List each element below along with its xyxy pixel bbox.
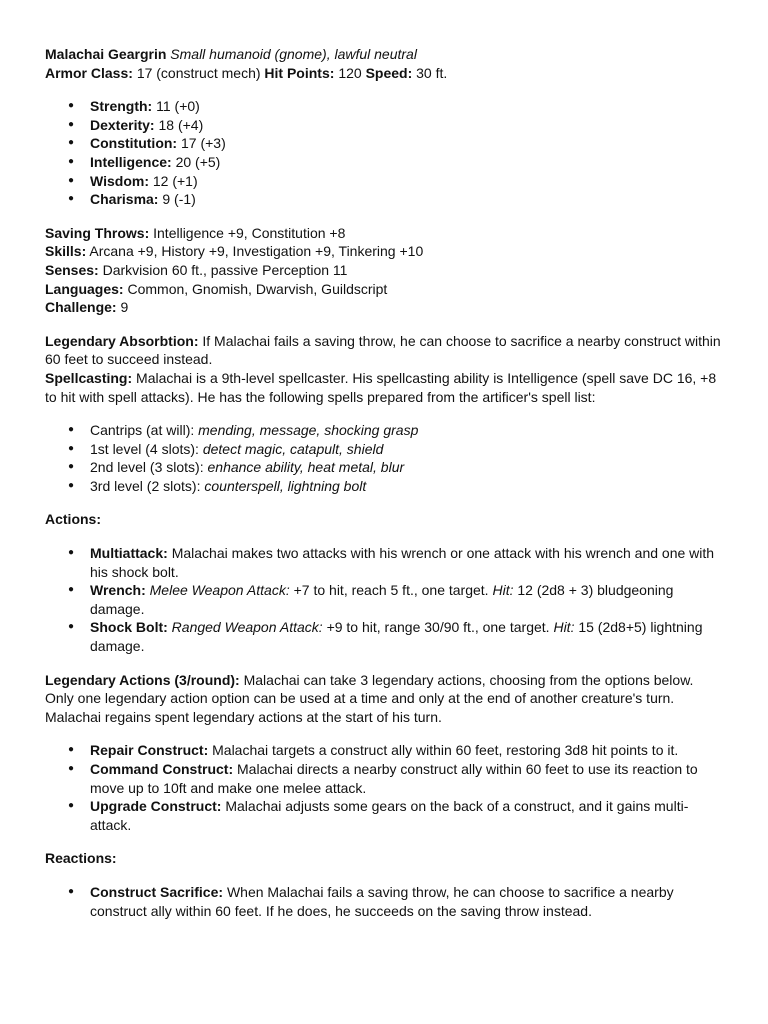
ability-label: Strength: <box>90 98 153 115</box>
spell-names: detect magic, catapult, shield <box>202 440 384 457</box>
ability-intelligence <box>45 153 724 172</box>
spell-level: 2nd level (3 slots): <box>90 459 204 476</box>
ability-strength <box>45 97 724 116</box>
action-multiattack <box>45 544 724 581</box>
reaction-text: When Malachai fails a saving throw, he can choose to sacrifice a nearby construct ally within 60 feet. If he does, he succeeds on the saving throw instead. <box>90 883 674 919</box>
ability-list <box>45 97 724 209</box>
trait-label: Legendary Absorbtion: <box>45 332 199 349</box>
ac-value: 17 (construct mech) <box>136 64 261 81</box>
spell-level: 3rd level (2 slots): <box>90 477 201 494</box>
action-wrench <box>45 581 724 618</box>
detail-value: Arcana +9, History +9, Investigation +9, Tinkering +10 <box>89 243 424 260</box>
actions-heading <box>45 510 724 529</box>
header-line <box>45 45 724 64</box>
trait-legendary-absorption <box>45 332 724 369</box>
reaction-construct-sacrifice <box>45 883 724 920</box>
creature-descriptor: Small humanoid (gnome), lawful neutral <box>170 46 417 62</box>
challenge <box>45 298 724 317</box>
creature-name: Malachai Geargrin <box>45 46 167 62</box>
ability-label: Constitution: <box>90 135 178 152</box>
ability-value: 11 (+0) <box>156 98 200 115</box>
saving-throws <box>45 224 724 243</box>
skills <box>45 242 724 261</box>
legendary-upgrade-construct <box>45 797 724 834</box>
languages <box>45 280 724 299</box>
attack-type: Melee Weapon Attack: <box>149 582 290 599</box>
detail-label: Challenge: <box>45 299 117 316</box>
spell-row <box>45 440 724 459</box>
action-text: +7 to hit, reach 5 ft., one target. <box>293 582 489 599</box>
legendary-item-label: Command Construct: <box>90 761 234 777</box>
legendary-label: Legendary Actions (3/round): <box>45 671 240 688</box>
hp-label: Hit Points: <box>264 64 335 81</box>
ability-label: Dexterity: <box>90 116 155 133</box>
action-text: +9 to hit, range 30/90 ft., one target. <box>326 619 550 636</box>
reaction-list <box>45 883 724 920</box>
reactions-heading <box>45 849 724 868</box>
spell-names: counterspell, lightning bolt <box>204 477 367 494</box>
ability-constitution <box>45 134 724 153</box>
action-label: Multiattack: <box>90 545 168 562</box>
speed-value: 30 ft. <box>416 64 448 81</box>
spell-names: enhance ability, heat metal, blur <box>207 459 405 476</box>
ability-label: Charisma: <box>90 191 159 208</box>
ability-label: Wisdom: <box>90 172 149 189</box>
detail-label: Senses: <box>45 261 99 278</box>
ability-value: 9 (-1) <box>162 191 196 208</box>
trait-text: Malachai is a 9th-level spellcaster. His spellcasting ability is Intelligence (spell save DC 16, +8 to hit with spell attacks). He has the following spells prepared from the artificer's spell list: <box>45 369 717 405</box>
detail-label: Languages: <box>45 280 124 297</box>
ability-value: 12 (+1) <box>152 172 198 189</box>
attack-type: Ranged Weapon Attack: <box>171 619 323 636</box>
detail-value: Intelligence +9, Constitution +8 <box>153 224 346 241</box>
spell-row <box>45 421 724 440</box>
ability-dexterity <box>45 116 724 135</box>
stats-line <box>45 64 724 83</box>
ac-label: Armor Class: <box>45 64 133 81</box>
ability-label: Intelligence: <box>90 153 172 170</box>
hit-text: 15 (2d8+5) lightning damage. <box>90 619 703 655</box>
legendary-repair-construct <box>45 741 724 760</box>
legendary-list <box>45 741 724 834</box>
hit-label: Hit: <box>553 619 575 636</box>
trait-label: Spellcasting: <box>45 369 133 386</box>
action-text: Malachai makes two attacks with his wrench or one attack with his wrench and one with his shock bolt. <box>90 545 715 580</box>
spell-row <box>45 477 724 496</box>
detail-value: 9 <box>120 299 129 316</box>
legendary-actions <box>45 671 724 727</box>
detail-value: Darkvision 60 ft., passive Perception 11 <box>102 261 348 278</box>
ability-value: 17 (+3) <box>180 135 226 152</box>
detail-value: Common, Gnomish, Dwarvish, Guildscript <box>127 280 388 297</box>
hit-label: Hit: <box>492 582 514 599</box>
ability-value: 20 (+5) <box>175 153 221 170</box>
senses <box>45 261 724 280</box>
action-label: Wrench: <box>90 582 146 599</box>
ability-charisma <box>45 190 724 209</box>
ability-wisdom <box>45 172 724 191</box>
hit-text: 12 (2d8 + 3) bludgeoning damage. <box>90 582 674 617</box>
action-shock-bolt <box>45 618 724 655</box>
legendary-text: Malachai can take 3 legendary actions, choosing from the options below. Only one legendary action option can be used at a time and only at the end of another creature's turn. Malachai regains spent legendary actions at the start of his turn. <box>45 671 694 725</box>
reactions-heading-text: Reactions: <box>45 850 117 867</box>
spell-level: Cantrips (at will): <box>90 422 195 439</box>
spell-list <box>45 421 724 495</box>
spell-level: 1st level (4 slots): <box>90 440 199 457</box>
spell-names: mending, message, shocking grasp <box>198 422 419 439</box>
action-list <box>45 544 724 656</box>
actions-heading-text: Actions: <box>45 511 101 528</box>
legendary-item-label: Upgrade Construct: <box>90 798 222 815</box>
hp-value: 120 <box>338 64 362 81</box>
legendary-item-text: Malachai directs a nearby construct ally within 60 feet to use its reaction to move up to 10ft and make one melee attack. <box>90 761 698 796</box>
trait-text: If Malachai fails a saving throw, he can choose to sacrifice a nearby construct within 60 feet to succeed instead. <box>45 332 721 368</box>
reaction-label: Construct Sacrifice: <box>90 883 224 900</box>
legendary-command-construct <box>45 760 724 797</box>
spell-row <box>45 458 724 477</box>
speed-label: Speed: <box>365 64 413 81</box>
detail-label: Skills: <box>45 243 87 260</box>
trait-spellcasting <box>45 369 724 406</box>
action-label: Shock Bolt: <box>90 619 168 636</box>
legendary-item-label: Repair Construct: <box>90 742 209 759</box>
detail-label: Saving Throws: <box>45 224 150 241</box>
legendary-item-text: Malachai targets a construct ally within 60 feet, restoring 3d8 hit points to it. <box>212 742 679 759</box>
ability-value: 18 (+4) <box>158 116 204 133</box>
legendary-item-text: Malachai adjusts some gears on the back of a construct, and it gains multi-attack. <box>90 798 689 833</box>
